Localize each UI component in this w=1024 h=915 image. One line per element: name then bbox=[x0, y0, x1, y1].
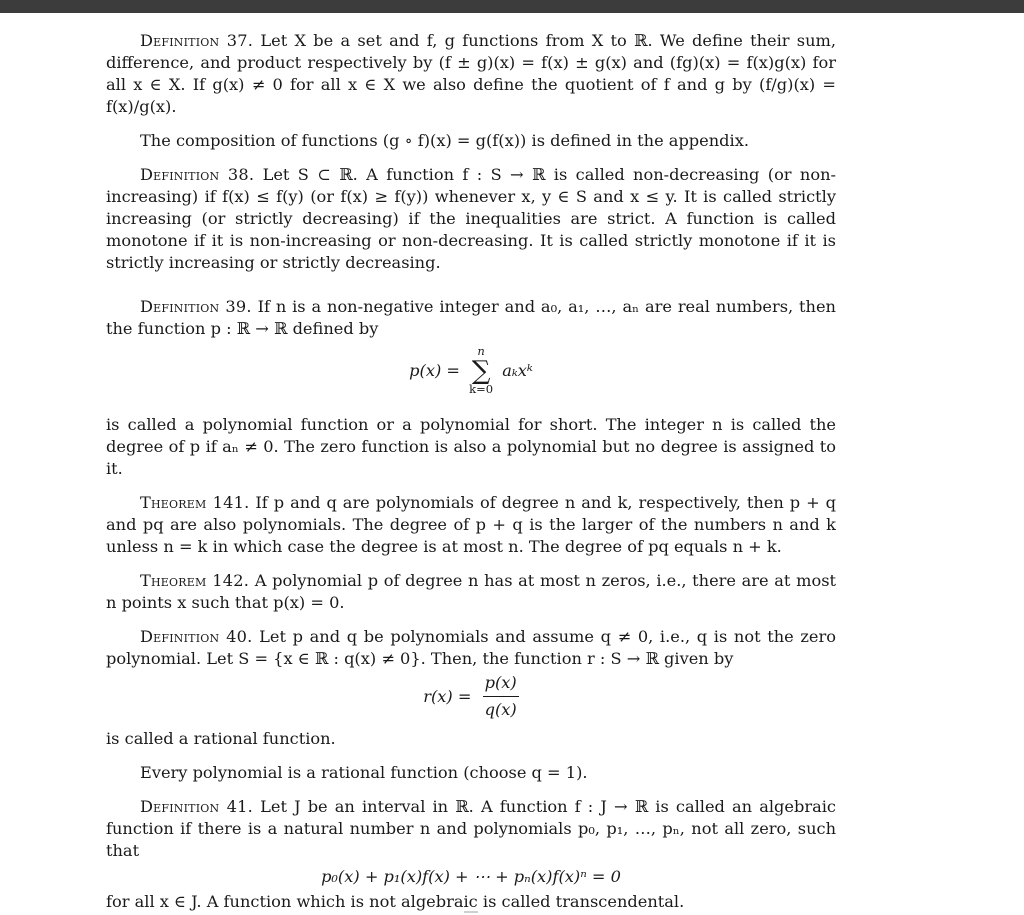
definition-41-intro: Let J be an interval in ℝ. A function f : J → ℝ is called an algebraic function if there is a natural number n and polynomials p₀, p₁, …, pₙ, not all zero, such that bbox=[106, 797, 836, 860]
fraction-denominator: q(x) bbox=[484, 700, 517, 719]
fraction bbox=[483, 672, 519, 721]
definition-39-after bbox=[106, 414, 836, 480]
theorem-141 bbox=[106, 492, 836, 558]
definition-41-label: Definition 41. bbox=[140, 797, 253, 816]
definition-39-intro: If n is a non-negative integer and a₀, a₁, …, aₙ are real numbers, then the function p : ℝ → ℝ defined by bbox=[106, 297, 836, 338]
definition-40 bbox=[106, 626, 836, 670]
definition-41-after bbox=[106, 891, 836, 913]
theorem-142 bbox=[106, 570, 836, 614]
rational-note bbox=[106, 762, 836, 784]
definition-39 bbox=[106, 296, 836, 340]
polynomial-formula-term: aₖxᵏ bbox=[502, 360, 533, 380]
definition-40-intro: Let p and q be polynomials and assume q ≠ 0, i.e., q is not the zero polynomial. Let S = {x ∈ ℝ : q(x) ≠ 0}. Then, the function r : S → ℝ given by bbox=[106, 627, 836, 668]
composition-text: The composition of functions (g ∘ f)(x) = g(f(x)) is defined in the appendix. bbox=[140, 131, 749, 150]
polynomial-formula-lhs: p(x) = bbox=[409, 360, 460, 380]
algebraic-formula-text: p₀(x) + p₁(x)f(x) + ⋯ + pₙ(x)f(x)ⁿ = 0 bbox=[321, 867, 621, 886]
definition-41 bbox=[106, 796, 836, 862]
definition-40-after-text: is called a rational function. bbox=[106, 729, 336, 748]
algebraic-formula bbox=[106, 862, 836, 891]
definition-39-label: Definition 39. bbox=[140, 297, 252, 316]
page-number-fragment bbox=[464, 911, 478, 913]
definition-37 bbox=[106, 30, 836, 118]
summation bbox=[469, 346, 493, 395]
polynomial-formula bbox=[106, 340, 836, 414]
definition-38-label: Definition 38. bbox=[140, 165, 255, 184]
composition-note bbox=[106, 130, 836, 152]
definition-38-text: Let S ⊂ ℝ. A function f : S → ℝ is called non-decreasing (or non-increasing) if f(x) ≤ f(y) (or f(x) ≥ f(y)) whenever x, y ∈ S and x ≤ y. It is called strictly increasing (or strictly decreasing) if the inequalities are strict. A function is called monotone if it is non-increasing or non-decreasing. It is called strictly monotone if it is strictly increasing or strictly decreasing. bbox=[106, 165, 836, 272]
rational-note-text: Every polynomial is a rational function (choose q = 1). bbox=[140, 763, 588, 782]
definition-41-after-text: for all x ∈ J. A function which is not algebraic is called transcendental. bbox=[106, 892, 685, 911]
window-top-bar bbox=[0, 0, 1024, 13]
definition-39-after-text: is called a polynomial function or a polynomial for short. The integer n is called the degree of p if aₙ ≠ 0. The zero function is also a polynomial but no degree is assigned to it. bbox=[106, 415, 836, 478]
theorem-141-label: Theorem 141. bbox=[140, 493, 250, 512]
summation-upper: n bbox=[477, 344, 485, 358]
sigma-symbol: ∑ bbox=[471, 355, 491, 386]
theorem-142-text: A polynomial p of degree n has at most n zeros, i.e., there are at most n points x such that p(x) = 0. bbox=[106, 571, 837, 612]
summation-lower: k=0 bbox=[469, 381, 494, 396]
definition-37-text: Let X be a set and f, g functions from X to ℝ. We define their sum, difference, and product respectively by (f ± g)(x) = f(x) ± g(x) and (fg)(x) = f(x)g(x) for all x ∈ X. If g(x) ≠ 0 for all x ∈ X we also define the quotient of f and g by (f/g)(x) = f(x)/g(x). bbox=[106, 31, 836, 116]
definition-40-label: Definition 40. bbox=[140, 627, 253, 646]
fraction-numerator: p(x) bbox=[483, 672, 519, 697]
rational-formula bbox=[106, 670, 836, 728]
rational-formula-lhs: r(x) = bbox=[423, 686, 472, 706]
definition-40-after bbox=[106, 728, 836, 750]
document-page bbox=[106, 30, 836, 913]
theorem-141-text: If p and q are polynomials of degree n and k, respectively, then p + q and pq are also polynomials. The degree of p + q is the larger of the numbers n and k unless n = k in which case the degree is at most n. The degree of pq equals n + k. bbox=[106, 493, 836, 556]
definition-38 bbox=[106, 164, 836, 274]
definition-37-label: Definition 37. bbox=[140, 31, 254, 50]
theorem-142-label: Theorem 142. bbox=[140, 571, 250, 590]
